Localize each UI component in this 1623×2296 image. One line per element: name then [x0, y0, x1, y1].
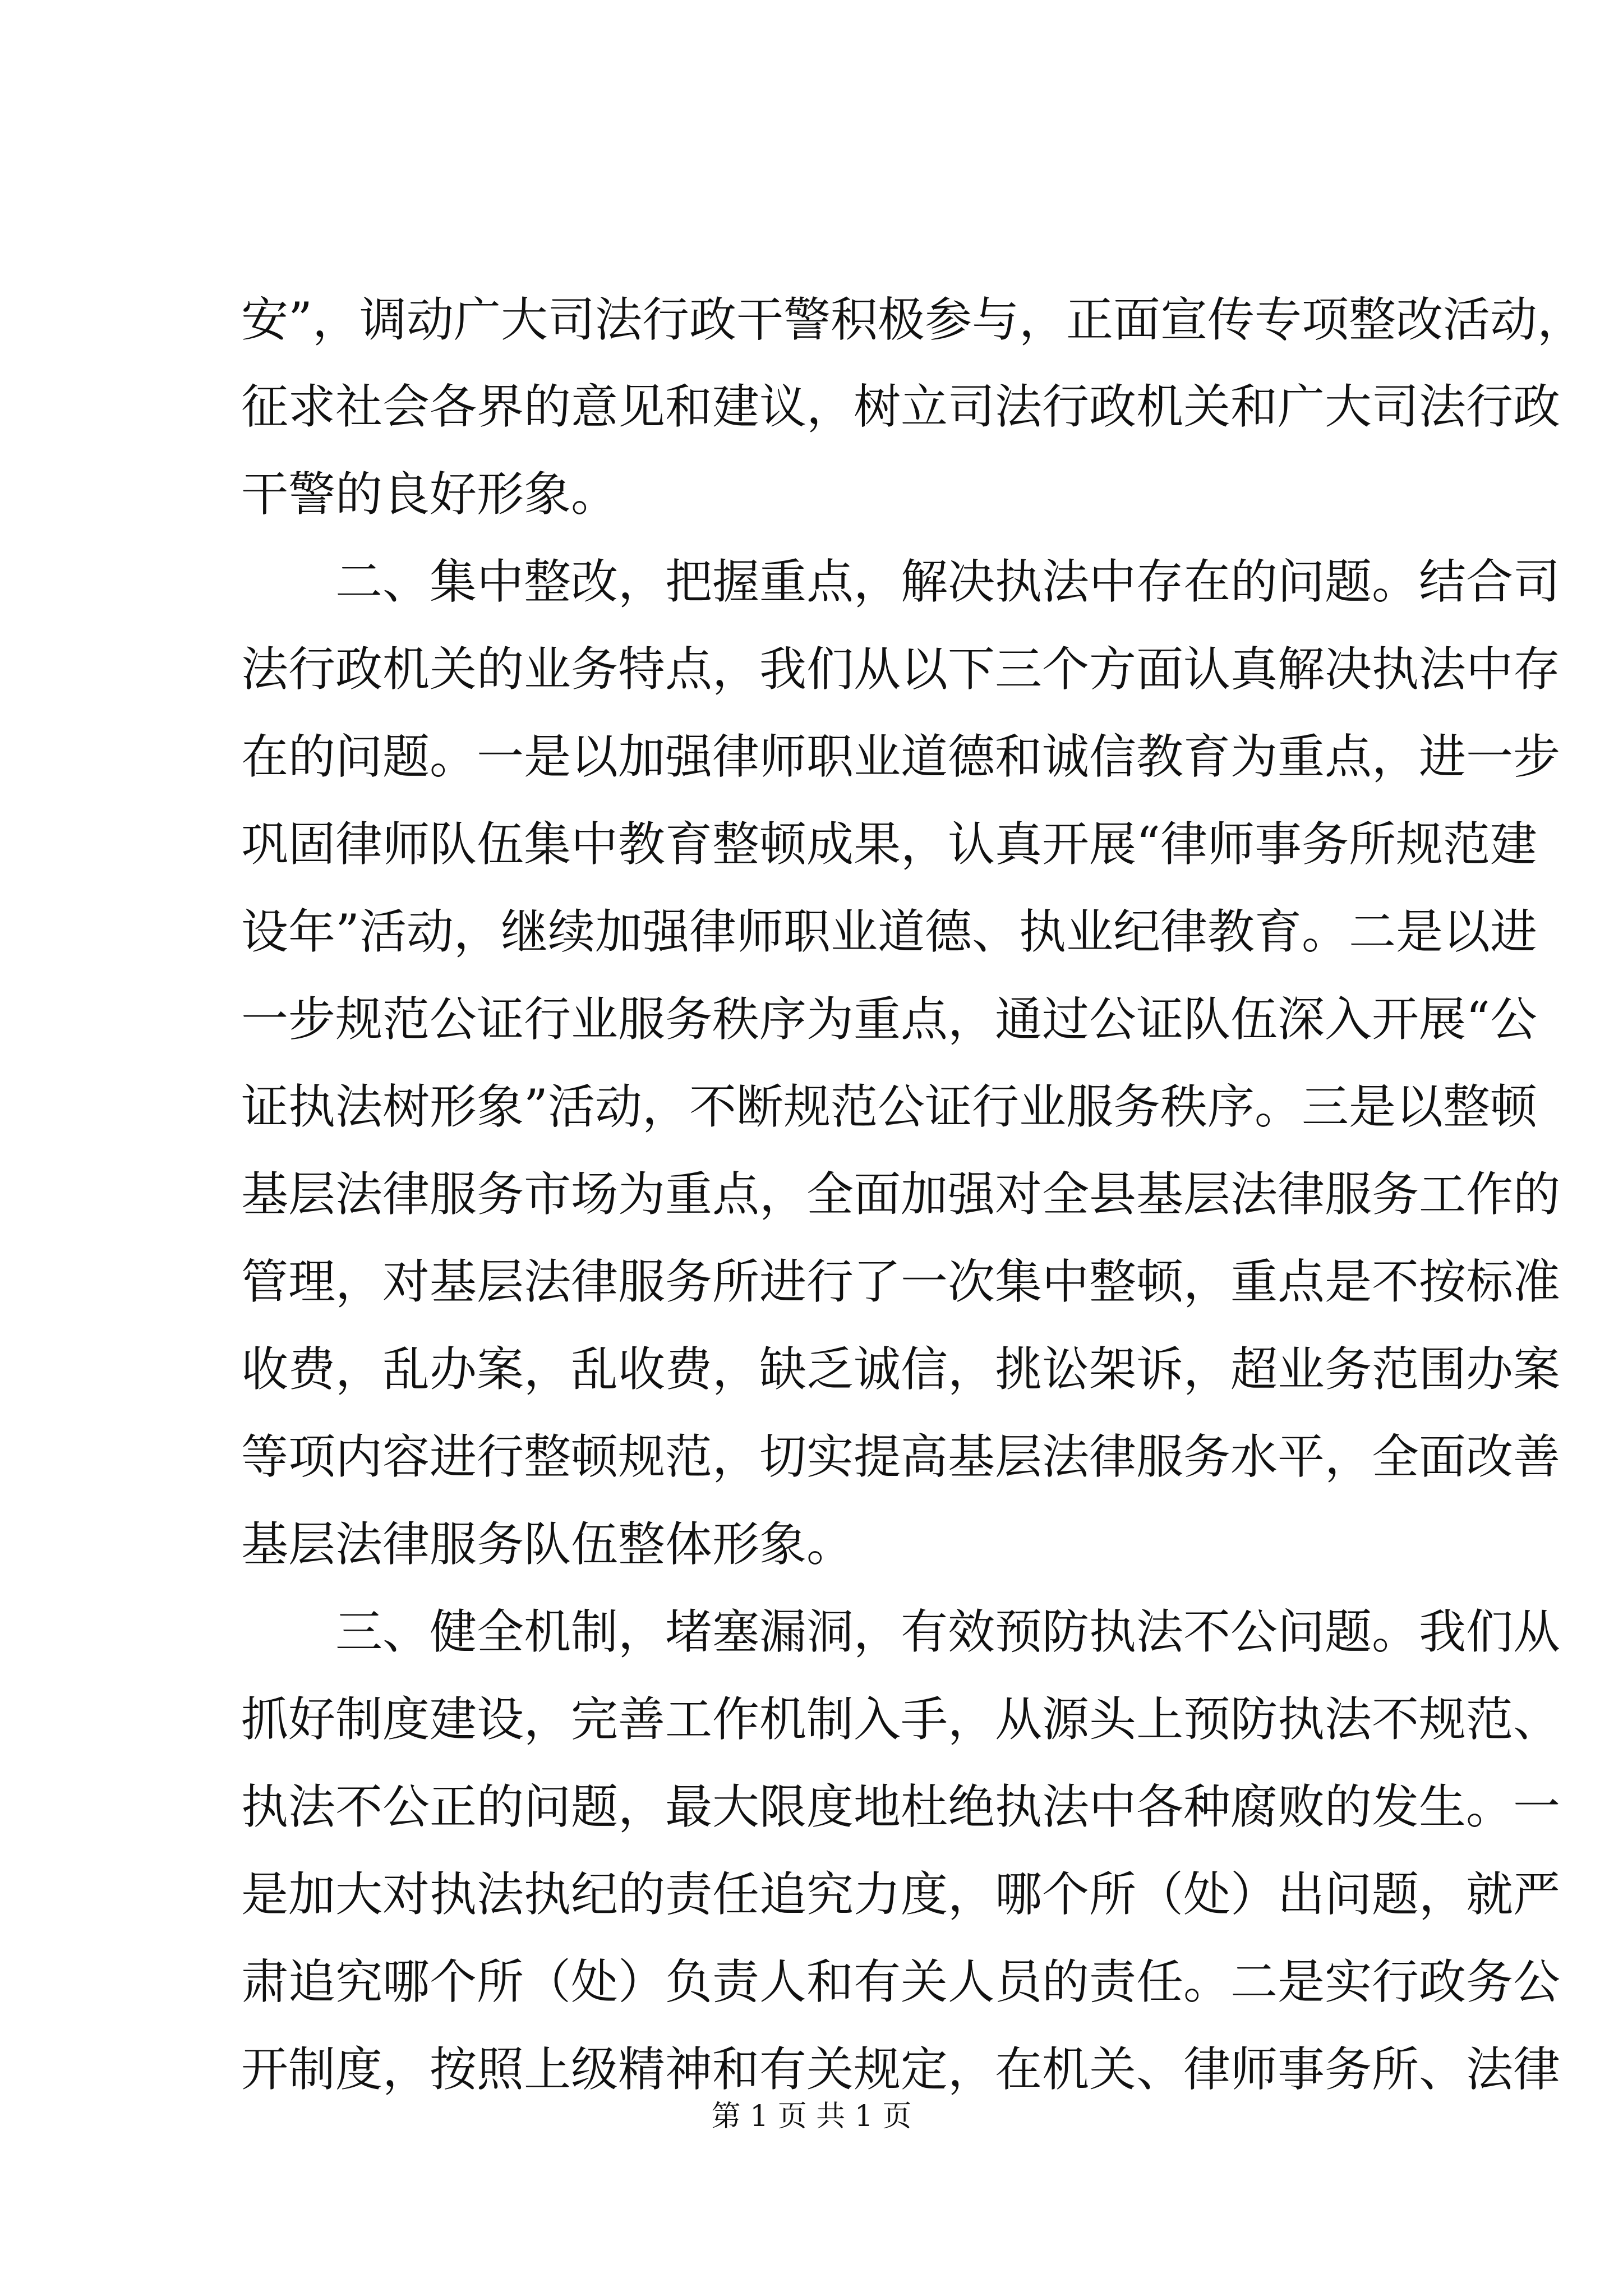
text-line: 基层法律服务队伍整体形象。	[241, 1517, 854, 1572]
text-line: 法行政机关的业务特点，我们从以下三个方面认真解决执法中存	[241, 642, 1561, 697]
text-line: 证执法树形象”活动，不断规范公证行业服务秩序。三是以整顿	[241, 1079, 1537, 1134]
text-line: 开制度，按照上级精神和有关规定，在机关、律师事务所、法律	[241, 2042, 1561, 2097]
text-line: 干警的良好形象。	[241, 467, 619, 522]
text-line: 征求社会各界的意见和建议，树立司法行政机关和广大司法行政	[241, 379, 1561, 434]
text-line: 基层法律服务市场为重点，全面加强对全县基层法律服务工作的	[241, 1167, 1561, 1222]
text-line: 抓好制度建设，完善工作机制入手，从源头上预防执法不规范、	[241, 1692, 1561, 1747]
paragraph-start-line: 三、健全机制，堵塞漏洞，有效预防执法不公问题。我们从	[335, 1604, 1561, 1659]
paragraph-start-line: 二、集中整改，把握重点，解决执法中存在的问题。结合司	[335, 554, 1561, 609]
text-line: 一步规范公证行业服务秩序为重点，通过公证队伍深入开展“公	[241, 992, 1537, 1047]
text-line: 巩固律师队伍集中教育整顿成果，认真开展“律师事务所规范建	[241, 817, 1537, 872]
text-line: 安”，调动广大司法行政干警积极参与，正面宣传专项整改活动，	[241, 292, 1584, 347]
text-line: 肃追究哪个所（处）负责人和有关人员的责任。二是实行政务公	[241, 1954, 1561, 2009]
text-line: 设年”活动，继续加强律师职业道德、执业纪律教育。二是以进	[241, 904, 1537, 959]
text-line: 管理，对基层法律服务所进行了一次集中整顿，重点是不按标准	[241, 1254, 1561, 1309]
text-line: 等项内容进行整顿规范，切实提高基层法律服务水平，全面改善	[241, 1429, 1561, 1484]
text-line: 收费，乱办案，乱收费，缺乏诚信，挑讼架诉，超业务范围办案	[241, 1342, 1561, 1397]
text-line: 是加大对执法执纪的责任追究力度，哪个所（处）出问题，就严	[241, 1867, 1561, 1922]
page-number-footer: 第 1 页 共 1 页	[711, 2100, 912, 2133]
text-line: 执法不公正的问题，最大限度地杜绝执法中各种腐败的发生。一	[241, 1779, 1561, 1834]
text-line: 在的问题。一是以加强律师职业道德和诚信教育为重点，进一步	[241, 729, 1561, 784]
